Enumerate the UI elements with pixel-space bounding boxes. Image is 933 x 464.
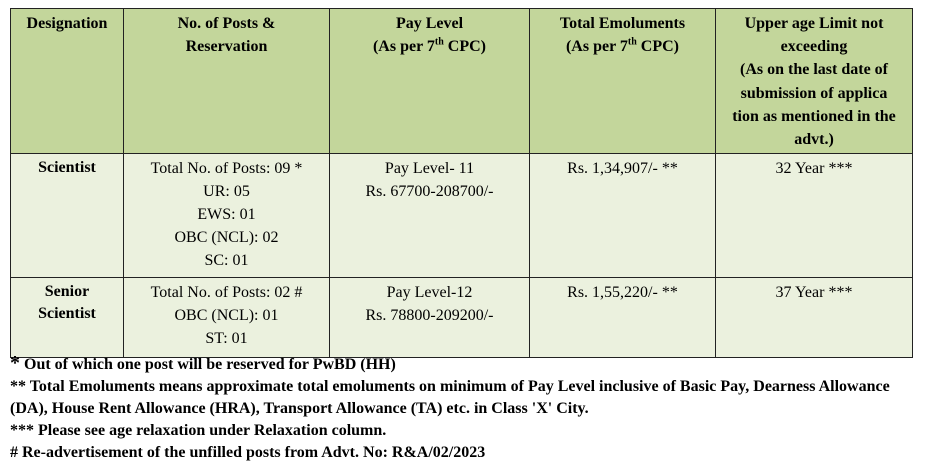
pay-level-cell: Pay Level- 11 Rs. 67700-208700/- — [330, 154, 530, 278]
age-limit-cell: 37 Year *** — [716, 278, 913, 358]
posts-cell: Total No. of Posts: 02 # OBC (NCL): 01 ST: 01 — [124, 278, 330, 358]
posts-cell: Total No. of Posts: 09 * UR: 05 EWS: 01 OBC (NCL): 02 SC: 01 — [124, 154, 330, 278]
designation-cell: Scientist — [11, 154, 124, 278]
emoluments-cell: Rs. 1,55,220/- ** — [530, 278, 716, 358]
table-header-row — [11, 9, 913, 154]
header-designation: Designation — [11, 9, 124, 154]
designation-cell: Senior Scientist — [11, 278, 124, 358]
table-row-senior-scientist — [11, 278, 913, 358]
footnote-total-emoluments: ** Total Emoluments means approximate total emoluments on minimum of Pay Level inclusive of Basic Pay, Dearness Allowance (DA), House Rent Allowance (HRA), Transport Allowance (TA) etc. in Class 'X' City. — [10, 378, 890, 417]
pay-level-cell: Pay Level-12 Rs. 78800-209200/- — [330, 278, 530, 358]
header-upper-age-limit: Upper age Limit not exceeding (As on the last date of submission of applica tion as mentioned in the advt.) — [716, 9, 913, 154]
footnote-age-relaxation: *** Please see age relaxation under Relaxation column. — [10, 422, 387, 439]
header-total-emoluments: Total Emoluments (As per 7th CPC) — [530, 9, 716, 154]
emoluments-cell: Rs. 1,34,907/- ** — [530, 154, 716, 278]
header-posts: No. of Posts & Reservation — [124, 9, 330, 154]
posts-table — [10, 8, 913, 358]
footnotes — [10, 352, 925, 464]
footnote-pwbd: * Out of which one post will be reserved for PwBD (HH) — [10, 352, 396, 374]
age-limit-cell: 32 Year *** — [716, 154, 913, 278]
table-row-scientist — [11, 154, 913, 278]
header-pay-level: Pay Level (As per 7th CPC) — [330, 9, 530, 154]
footnote-re-advertisement: # Re-advertisement of the unfilled posts from Advt. No: R&A/02/2023 — [10, 444, 486, 461]
